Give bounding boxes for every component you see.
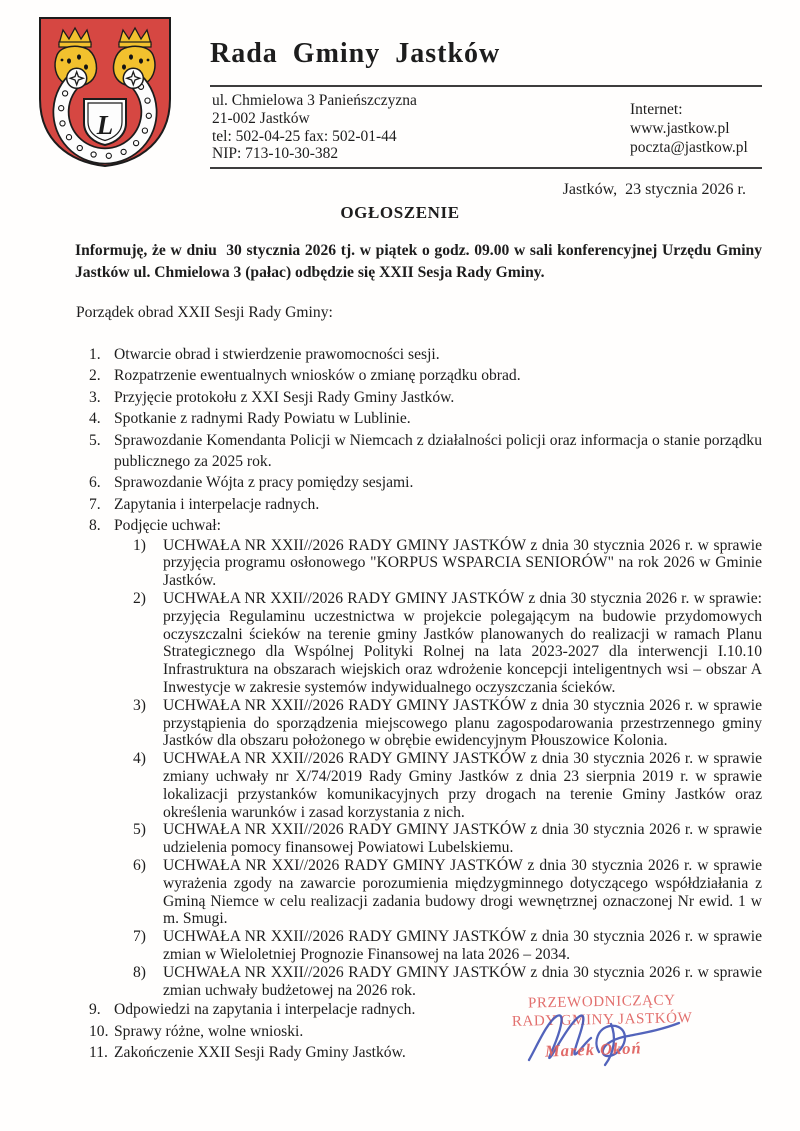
- agenda-item-number: 2.: [89, 367, 101, 385]
- signer-name: Marek Okoń: [544, 1038, 642, 1061]
- agenda-item-number: 3.: [89, 388, 101, 406]
- agenda-item-text: Sprawy różne, wolne wnioski.: [114, 1022, 304, 1040]
- agenda-item: [75, 365, 762, 386]
- website-text: www.jastkow.pl: [630, 120, 730, 137]
- stamp-line-1: PRZEWODNICZĄCY: [527, 992, 676, 1012]
- agenda-subitem-text: UCHWAŁA NR XXII//2026 RADY GMINY JASTKÓW z dnia 30 stycznia 2026 r. w sprawie zmian uchwały budżetowej na 2026 rok.: [163, 963, 762, 999]
- agenda-subitem-number: 6): [133, 857, 146, 874]
- agenda-subitem: [75, 857, 762, 928]
- agenda-subitem-number: 5): [133, 821, 146, 839]
- agenda-heading: Porządek obrad XXII Sesji Rady Gminy:: [76, 304, 333, 321]
- agenda-item: [75, 494, 762, 515]
- internet-label: Internet:: [630, 101, 683, 118]
- agenda-subitem-number: 4): [133, 750, 146, 768]
- internet-block: [630, 100, 748, 157]
- agenda-item-text: Podjęcie uchwał:: [114, 517, 221, 535]
- stamp-line-2: RADY GMINY JASTKÓW: [511, 1009, 693, 1030]
- dateline: Jastków, 23 stycznia 2026 r.: [562, 181, 746, 198]
- agenda-subitem: [75, 537, 762, 590]
- agenda-subitem: [75, 697, 762, 750]
- agenda-item-text: Sprawozdanie Wójta z pracy pomiędzy sesjami.: [114, 474, 414, 492]
- agenda-item-number: 10.: [89, 1022, 109, 1040]
- agenda-item-number: 7.: [89, 495, 101, 513]
- agenda-subitem-text: UCHWAŁA NR XXII//2026 RADY GMINY JASTKÓW z dnia 30 stycznia 2026 r. w sprawie zmiany uchwały nr X/74/2019 Rady Gminy Jastków z dnia 23 sierpnia 2019 r. w sprawie lokalizacji przystanków komunikacyjnych przy drogach na terenie Gminy Jastków oraz określenia warunków i zasad korzystania z nich.: [163, 750, 762, 821]
- email-text: poczta@jastkow.pl: [630, 139, 748, 156]
- agenda-subitem-text: UCHWAŁA NR XXII//2026 RADY GMINY JASTKÓW z dnia 30 stycznia 2026 r. w sprawie przyjęcia programu osłonowego "KORPUS WSPARCIA SENIORÓW" na rok 2026 w Gminie Jastków.: [163, 536, 762, 590]
- agenda-item-number: 11.: [89, 1044, 108, 1062]
- agenda-subitem-text: UCHWAŁA NR XXII//2026 RADY GMINY JASTKÓW z dnia 30 stycznia 2026 r. w sprawie przystąpienia do sporządzenia miejscowego planu zagospodarowania przestrzennego gminy Jastków dla obszaru położonego w obrębie ewidencyjnym Płouszowice Kolonia.: [163, 696, 762, 750]
- agenda-subitem: [75, 750, 762, 821]
- agenda-subitem-number: 2): [133, 590, 146, 608]
- agenda-item: [75, 430, 762, 473]
- agenda-subitem-text: UCHWAŁA NR XXII//2026 RADY GMINY JASTKÓW z dnia 30 stycznia 2026 r. w sprawie zmian w Wieloletniej Prognozie Finansowej na lata 2026 – 2034.: [163, 928, 762, 963]
- agenda-subitem: [75, 590, 762, 697]
- agenda-item-number: 4.: [89, 410, 101, 428]
- agenda-item: [75, 387, 762, 408]
- agenda-item: [75, 472, 762, 493]
- agenda-subitem-number: 3): [133, 696, 146, 714]
- agenda-item-text: Sprawozdanie Komendanta Policji w Niemcach z działalności policji oraz informacja o stanie porządku publicznego za 2025 rok.: [114, 431, 762, 471]
- address-line-phone: tel: 502-04-25 fax: 502-01-44: [212, 127, 397, 145]
- agenda-subitem-text: UCHWAŁA NR XXII//2026 RADY GMINY JASTKÓW z dnia 30 stycznia 2026 r. w sprawie: przyjęcia Regulaminu uczestnictwa w projekcie polegającym na budowie przydomowych oczyszczalni ścieków na terenie gminy Jastków planowanych do realizacji w ramach Planu Strategicznego dla Wspólnej Polityki Rolnej na lata 2023-2027 dla interwencji I.10.10 Infrastruktura na obszarach wiejskich oraz wdrożenie koncepcji inteligentnych wsi – obszar A Inwestycje w zakresie systemów indywidualnego oczyszczania ścieków.: [163, 590, 762, 697]
- agenda-subitem: [75, 928, 762, 964]
- signature-block: [493, 994, 711, 1114]
- agenda-item-text: Zakończenie XXII Sesji Rady Gminy Jastków.: [114, 1044, 406, 1062]
- agenda-item-number: 8.: [89, 517, 101, 535]
- agenda-item-text: Otwarcie obrad i stwierdzenie prawomocności sesji.: [114, 346, 440, 363]
- agenda-list: [75, 344, 762, 1064]
- agenda-item-text: Zapytania i interpelacje radnych.: [114, 495, 320, 513]
- agenda-item: [75, 408, 762, 429]
- coat-of-arms-icon: [34, 13, 176, 171]
- letterhead-rule-bottom: [210, 167, 762, 169]
- agenda-item-text: Spotkanie z radnymi Rady Powiatu w Lublinie.: [114, 410, 411, 428]
- agenda-item-text: Rozpatrzenie ewentualnych wniosków o zmianę porządku obrad.: [114, 367, 521, 385]
- agenda-item-text: Odpowiedzi na zapytania i interpelacje radnych.: [114, 1001, 416, 1019]
- agenda-subitem-number: 1): [133, 536, 146, 554]
- agenda-item-text: Przyjęcie protokołu z XXI Sesji Rady Gminy Jastków.: [114, 388, 455, 406]
- agenda-subitem-text: UCHWAŁA NR XXII//2026 RADY GMINY JASTKÓW z dnia 30 stycznia 2026 r. w sprawie udzielenia pomocy finansowej Powiatowi Lubelskiemu.: [163, 821, 762, 857]
- agenda-item: [75, 344, 762, 365]
- agenda-subitem: [75, 821, 762, 857]
- agenda-item-number: 5.: [89, 431, 101, 449]
- intro-paragraph: Informuję, że w dniu 30 stycznia 2026 tj. w piątek o godz. 09.00 w sali konferencyjnej Urzędu Gminy Jastków ul. Chmielowa 3 (pałac) odbędzie się XXII Sesja Rady Gminy.: [75, 242, 766, 281]
- letterhead: [210, 28, 762, 169]
- address-line-city: 21-002 Jastków: [212, 109, 310, 127]
- org-name: Rada Gminy Jastków: [210, 38, 501, 69]
- agenda-item-number: 1.: [89, 346, 101, 363]
- agenda-subitem-text: UCHWAŁA NR XXI//2026 RADY GMINY JASTKÓW z dnia 30 stycznia 2026 r. w sprawie wyrażenia zgody na zawarcie porozumienia międzygminnego dotyczącego współdziałania z Gminą Niemce w celu realizacji zadania budowy drogi wewnętrznej oznaczonej Nr ewid. 1 w m. Smugi.: [163, 857, 762, 928]
- svg-text:L: L: [96, 110, 114, 140]
- agenda-subitem-number: 7): [133, 928, 146, 946]
- agenda-item: [75, 515, 762, 536]
- agenda-item-number: 6.: [89, 474, 101, 492]
- address-line-nip: NIP: 713-10-30-382: [212, 145, 339, 163]
- address-line-street: ul. Chmielowa 3 Panieńszczyzna: [212, 92, 417, 109]
- document-title: OGŁOSZENIE: [340, 203, 460, 222]
- contact-row: [210, 87, 762, 167]
- agenda-item-number: 9.: [89, 1001, 101, 1019]
- agenda-subitem-number: 8): [133, 963, 146, 981]
